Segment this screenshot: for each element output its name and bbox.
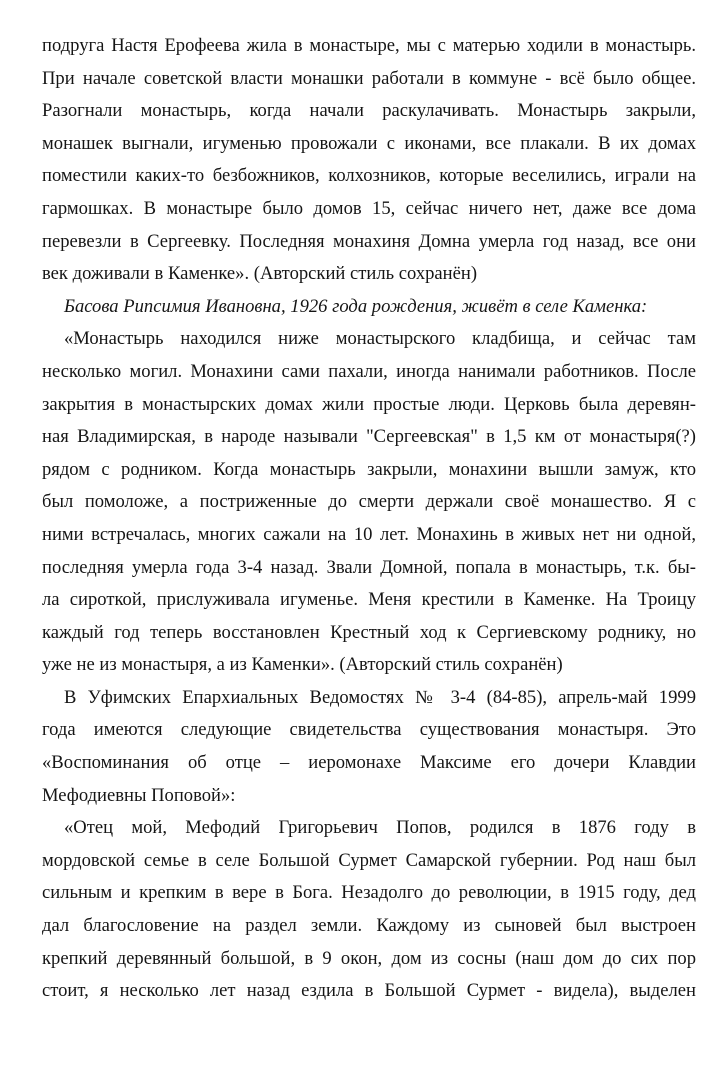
text-line: гармошках. В монастыре было домов 15, сейчас ничего нет, даже все дома: [42, 197, 696, 219]
text-line: закрытия в монастырских домах жили простые люди. Церковь была деревян-: [42, 393, 696, 415]
text-line: «Отец мой, Мефодий Григорьевич Попов, родился в 1876 году в: [64, 817, 696, 839]
text-line: Разогнали монастырь, когда начали раскулачивать. Монастырь закрыли,: [42, 100, 696, 122]
text-line: дал благословение на раздел земли. Каждому из сыновей был выстроен: [42, 915, 696, 937]
text-line: сильным и крепким в вере в Бога. Незадолго до революции, в 1915 году, дед: [42, 882, 696, 904]
text-line: поместили каких-то безбожников, колхозников, которые веселились, играли на: [42, 165, 696, 187]
text-line: ла сироткой, прислуживала игуменье. Меня крестили в Каменке. На Троицу: [42, 589, 696, 611]
text-line: ная Владимирская, в народе называли "Сергеевская" в 1,5 км от монастыря(?): [42, 426, 696, 448]
text-line: уже не из монастыря, а из Каменки». (Авторский стиль сохранён): [42, 654, 563, 676]
text-line: несколько могил. Монахини сами пахали, иногда нанимали работников. После: [42, 360, 696, 382]
text-line: Мефодиевны Поповой»:: [42, 784, 236, 806]
text-line: перевезли в Сергеевку. Последняя монахиня Домна умерла год назад, все они: [42, 230, 696, 252]
author-attribution-line: Басова Рипсимия Ивановна, 1926 года рождения, живёт в селе Каменка:: [64, 295, 648, 317]
text-line: стоит, я несколько лет назад ездила в Большой Сурмет - видела), выделен: [42, 980, 696, 1002]
text-line: век доживали в Каменке». (Авторский стиль сохранён): [42, 263, 478, 285]
text-line: При начале советской власти монашки работали в коммуне - всё было общее.: [42, 67, 696, 89]
text-line: крепкий деревянный большой, в 9 окон, дом из сосны (наш дом до сих пор: [42, 947, 696, 969]
text-line: ними встречалась, многих сажали на 10 лет. Монахинь в живых нет ни одной,: [42, 523, 696, 545]
text-line: «Воспоминания об отце – иеромонахе Максиме его дочери Клавдии: [42, 752, 696, 774]
text-line: года имеются следующие свидетельства существования монастыря. Это: [42, 719, 696, 741]
text-line: «Монастырь находился ниже монастырского кладбища, и сейчас там: [64, 328, 696, 350]
document-page: [42, 30, 696, 1008]
text-line: каждый год теперь восстановлен Крестный ход к Сергиевскому роднику, но: [42, 621, 696, 643]
text-line: мордовской семье в селе Большой Сурмет Самарской губернии. Род наш был: [42, 849, 696, 871]
text-line: последняя умерла года 3-4 назад. Звали Домной, попала в монастырь, т.к. бы-: [42, 556, 696, 578]
text-line: рядом с родником. Когда монастырь закрыли, монахини вышли замуж, кто: [42, 458, 696, 480]
text-line: подруга Настя Ерофеева жила в монастыре, мы с матерью ходили в монастырь.: [42, 35, 696, 56]
text-line: монашек выгнали, игуменью провожали с иконами, все плакали. В их домах: [42, 132, 696, 154]
text-line: В Уфимских Епархиальных Ведомостях № 3-4 (84-85), апрель-май 1999: [64, 686, 696, 708]
text-line: был помоложе, а постриженные до смерти держали своё монашество. Я с: [42, 491, 696, 513]
